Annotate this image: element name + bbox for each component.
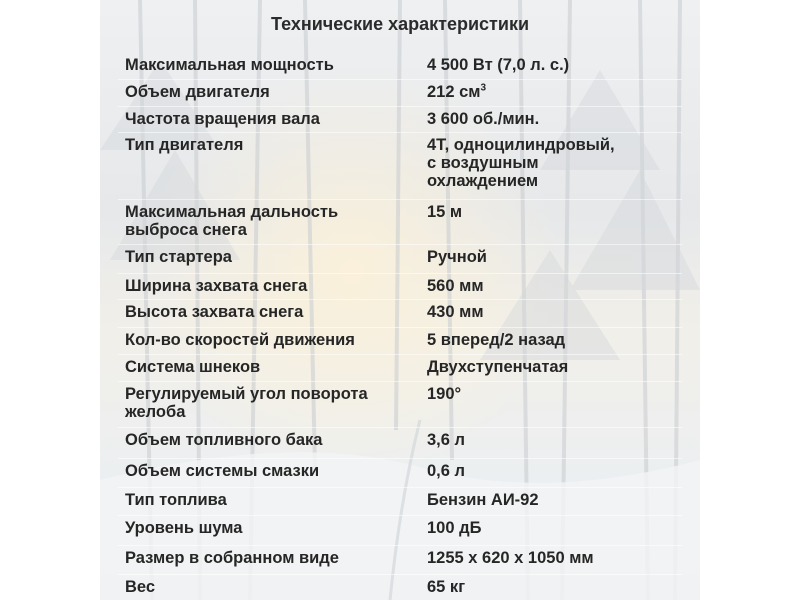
spec-label: Максимальная мощность bbox=[125, 56, 334, 74]
spec-label bbox=[125, 203, 400, 239]
spec-value bbox=[427, 519, 682, 537]
spec-value bbox=[427, 385, 682, 403]
spec-row bbox=[100, 431, 700, 451]
spec-label: Высота захвата снега bbox=[125, 303, 304, 321]
spec-label: Объем системы смазки bbox=[125, 462, 320, 480]
spec-label: Объем топливного бака bbox=[125, 431, 323, 449]
spec-value-line: охлаждением bbox=[427, 172, 539, 190]
spec-row bbox=[100, 578, 700, 598]
spec-row bbox=[100, 203, 700, 239]
spec-value-line: 4Т, одноцилиндровый, bbox=[427, 136, 615, 154]
spec-value-text: 4 500 Вт (7,0 л. с.) bbox=[427, 56, 570, 74]
spec-row bbox=[100, 358, 700, 378]
spec-value bbox=[427, 462, 682, 480]
spec-value-text: Бензин АИ-92 bbox=[427, 491, 539, 509]
spec-value bbox=[427, 431, 682, 449]
spec-label: Уровень шума bbox=[125, 519, 243, 537]
spec-table bbox=[100, 0, 700, 600]
spec-value-text: 212 см bbox=[427, 83, 481, 101]
spec-label: Система шнеков bbox=[125, 358, 261, 376]
spec-value-text: 1255 х 620 х 1050 мм bbox=[427, 549, 594, 567]
spec-label-line: Максимальная дальность bbox=[125, 203, 339, 221]
spec-value-text: 65 кг bbox=[427, 578, 466, 596]
spec-label: Частота вращения вала bbox=[125, 110, 320, 128]
spec-value-text: 3 600 об./мин. bbox=[427, 110, 540, 128]
spec-value bbox=[427, 56, 682, 74]
page-title: Технические характеристики bbox=[270, 14, 530, 34]
spec-value-text: Двухступенчатая bbox=[427, 358, 569, 376]
spec-label bbox=[125, 385, 400, 421]
spec-label: Кол-во скоростей движения bbox=[125, 331, 355, 349]
spec-value-text: 0,6 л bbox=[427, 462, 466, 480]
spec-label: Размер в собранном виде bbox=[125, 549, 339, 567]
spec-value bbox=[427, 491, 682, 509]
spec-label: Тип топлива bbox=[125, 491, 227, 509]
spec-value bbox=[427, 83, 682, 101]
spec-card bbox=[100, 0, 700, 600]
spec-value-line: с воздушным bbox=[427, 154, 539, 172]
spec-row bbox=[100, 303, 700, 323]
spec-row bbox=[100, 277, 700, 297]
spec-row bbox=[100, 56, 700, 76]
spec-value-text: 3,6 л bbox=[427, 431, 466, 449]
spec-row bbox=[100, 519, 700, 539]
spec-row bbox=[100, 136, 700, 190]
spec-value bbox=[427, 549, 682, 567]
spec-label: Ширина захвата снега bbox=[125, 277, 308, 295]
spec-value bbox=[427, 358, 682, 376]
spec-value bbox=[427, 578, 682, 596]
spec-row bbox=[100, 83, 700, 103]
spec-label: Тип стартера bbox=[125, 248, 232, 266]
spec-label-line: Регулируемый угол поворота bbox=[125, 385, 368, 403]
spec-value bbox=[427, 277, 682, 295]
spec-value bbox=[427, 203, 682, 221]
spec-value-text: 15 м bbox=[427, 203, 463, 221]
spec-value-text: 5 вперед/2 назад bbox=[427, 331, 566, 349]
spec-value bbox=[427, 136, 682, 190]
spec-value bbox=[427, 110, 682, 128]
spec-label: Тип двигателя bbox=[125, 136, 244, 154]
spec-value-text: 430 мм bbox=[427, 303, 484, 321]
spec-row bbox=[100, 110, 700, 130]
spec-label: Объем двигателя bbox=[125, 83, 270, 101]
spec-row bbox=[100, 331, 700, 351]
spec-label: Вес bbox=[125, 578, 156, 596]
spec-value-text: 560 мм bbox=[427, 277, 484, 295]
spec-label-line: желоба bbox=[125, 403, 186, 421]
spec-value bbox=[427, 303, 682, 321]
spec-row bbox=[100, 549, 700, 569]
spec-value-text: Ручной bbox=[427, 248, 487, 266]
spec-row bbox=[100, 491, 700, 511]
spec-row bbox=[100, 385, 700, 421]
spec-value bbox=[427, 248, 682, 266]
spec-label-line: выброса снега bbox=[125, 221, 247, 239]
spec-value-text: 190° bbox=[427, 385, 462, 403]
spec-row bbox=[100, 462, 700, 482]
spec-value-superscript: 3 bbox=[480, 82, 487, 94]
spec-row bbox=[100, 248, 700, 268]
spec-value bbox=[427, 331, 682, 349]
spec-value-text: 100 дБ bbox=[427, 519, 482, 537]
